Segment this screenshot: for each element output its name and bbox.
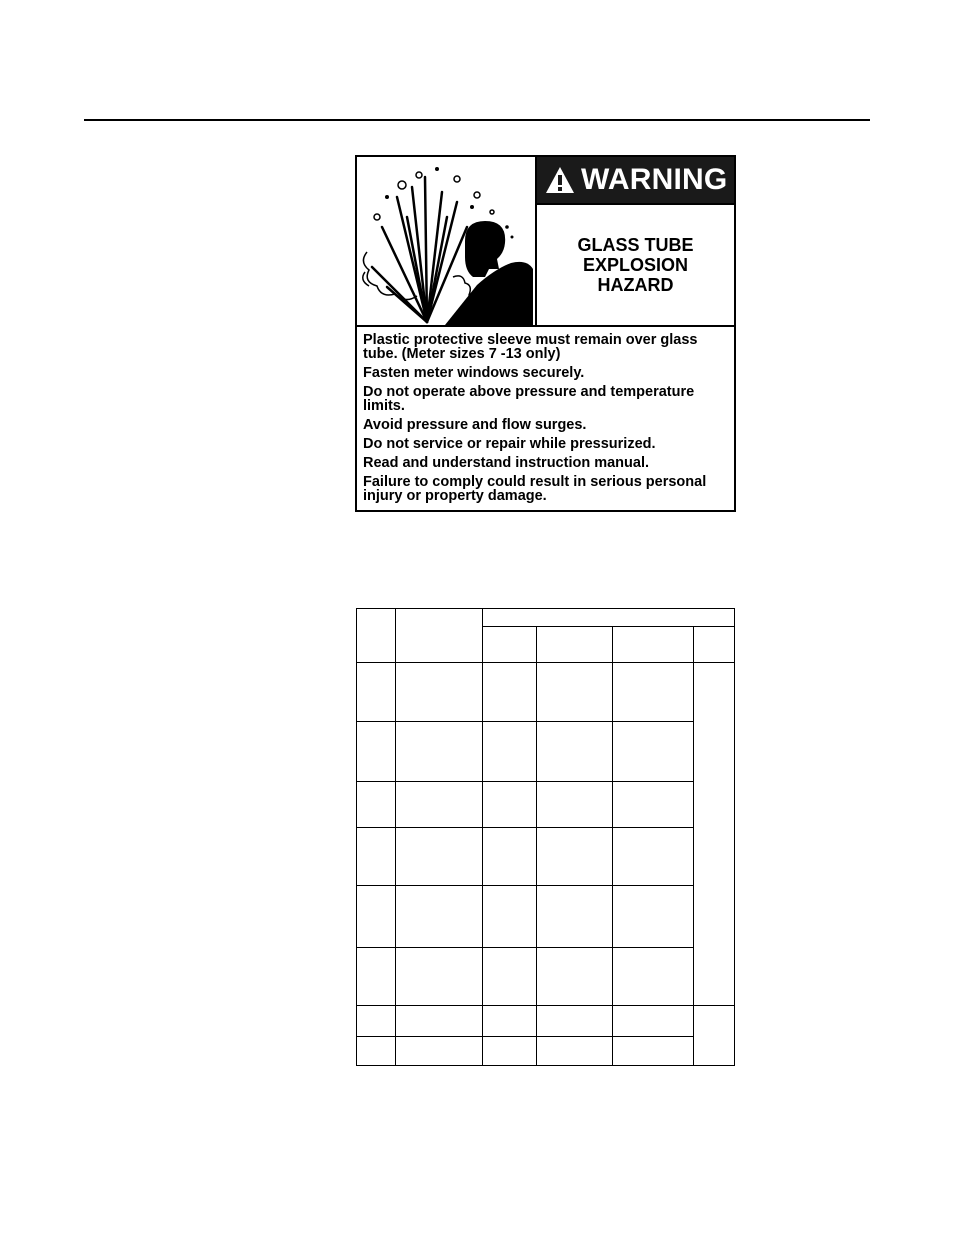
table-cell <box>613 828 694 886</box>
table-cell <box>395 886 482 948</box>
table-cell <box>613 886 694 948</box>
signal-word: WARNING <box>581 163 728 196</box>
table-cell <box>357 828 396 886</box>
message-line: Read and understand instruction manual. <box>363 455 650 471</box>
table-cell <box>482 782 536 828</box>
table-cell <box>357 948 396 1006</box>
table-cell <box>613 663 694 722</box>
table-cell <box>482 1006 536 1037</box>
table-cell <box>536 948 613 1006</box>
table-row <box>357 1037 735 1066</box>
table-cell <box>357 663 396 722</box>
table-cell <box>395 828 482 886</box>
table-cell <box>613 1006 694 1037</box>
table-cell <box>482 828 536 886</box>
table-cell <box>536 722 613 782</box>
table-row <box>357 663 735 722</box>
table-cell <box>482 948 536 1006</box>
header-cell <box>395 609 482 663</box>
header-cell <box>357 609 396 663</box>
table-cell <box>613 1037 694 1066</box>
message-line: Avoid pressure and flow surges. <box>363 417 587 433</box>
table-cell <box>395 722 482 782</box>
message-line: Failure to comply could result in serious personal injury or property damage. <box>363 474 707 504</box>
table-row <box>357 782 735 828</box>
table-cell <box>395 948 482 1006</box>
table-cell <box>482 722 536 782</box>
empty-grid-table <box>356 608 735 1066</box>
table-cell <box>395 782 482 828</box>
table-cell <box>536 886 613 948</box>
alert-triangle-icon <box>545 166 575 194</box>
table-row <box>357 828 735 886</box>
table-row <box>357 1006 735 1037</box>
signal-word-panel <box>537 157 734 203</box>
table-cell <box>536 1006 613 1037</box>
table-row <box>357 722 735 782</box>
explosion-pictogram-icon <box>357 157 533 325</box>
table-cell <box>536 1037 613 1066</box>
header-group-cell <box>482 609 734 627</box>
explosion-pictogram-panel <box>357 157 537 327</box>
table-cell <box>482 886 536 948</box>
table-cell <box>357 886 396 948</box>
table-cell <box>357 722 396 782</box>
table-cell <box>482 1037 536 1066</box>
hazard-title: GLASS TUBE EXPLOSION HAZARD <box>577 235 694 295</box>
table-row <box>357 948 735 1006</box>
table-row <box>357 886 735 948</box>
hazard-title-panel <box>537 203 734 327</box>
table-cell <box>395 1037 482 1066</box>
subheader-cell <box>694 627 735 663</box>
subheader-cell <box>613 627 694 663</box>
table-header-row <box>357 609 735 627</box>
subheader-cell <box>482 627 536 663</box>
warning-label <box>355 155 736 512</box>
table-cell <box>357 1037 396 1066</box>
subheader-cell <box>536 627 613 663</box>
message-line: Do not service or repair while pressurized. <box>363 436 656 452</box>
table-cell <box>613 722 694 782</box>
merged-cell <box>694 663 735 1006</box>
table-cell <box>357 782 396 828</box>
table-cell <box>613 782 694 828</box>
table-cell <box>395 1006 482 1037</box>
table-cell <box>395 663 482 722</box>
table-cell <box>536 828 613 886</box>
message-line: Plastic protective sleeve must remain over glass tube. (Meter sizes 7 -13 only) <box>363 332 698 362</box>
message-panel <box>357 327 734 510</box>
top-rule <box>84 119 870 121</box>
merged-cell <box>694 1006 735 1066</box>
message-line: Do not operate above pressure and temperature limits. <box>363 384 695 414</box>
table-cell <box>536 782 613 828</box>
table-cell <box>613 948 694 1006</box>
table-cell <box>482 663 536 722</box>
table-cell <box>357 1006 396 1037</box>
message-line: Fasten meter windows securely. <box>363 365 585 381</box>
table-cell <box>536 663 613 722</box>
